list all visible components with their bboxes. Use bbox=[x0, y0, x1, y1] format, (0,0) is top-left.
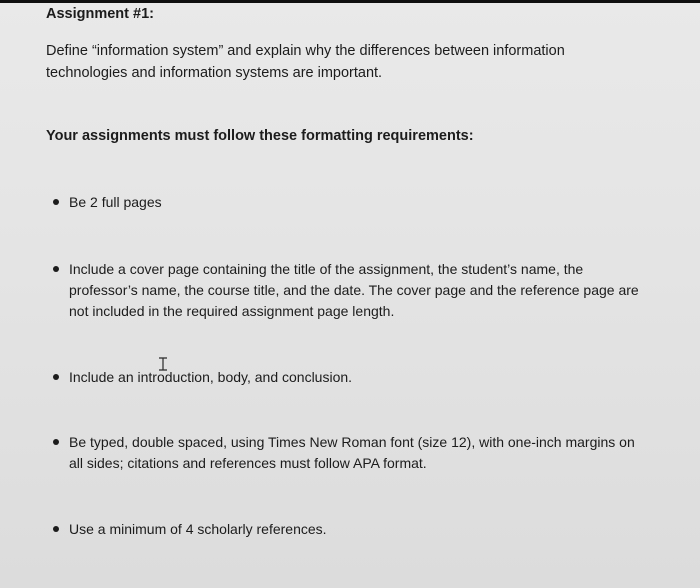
assignment-prompt: Define “information system” and explain why the differences between information technologies and information systems are important. bbox=[46, 43, 565, 81]
requirements-title: Your assignments must follow these formatting requirements: bbox=[46, 128, 474, 144]
bullet-dot-icon bbox=[53, 439, 59, 445]
requirement-text: Be 2 full pages bbox=[69, 194, 162, 210]
assignment-heading: Assignment #1: bbox=[46, 6, 154, 22]
bullet-dot-icon bbox=[53, 374, 59, 380]
requirement-item bbox=[46, 192, 646, 213]
bullet-dot-icon bbox=[53, 199, 59, 205]
requirement-item bbox=[46, 432, 646, 474]
text-cursor-icon bbox=[158, 357, 168, 371]
bullet-dot-icon bbox=[53, 266, 59, 272]
requirement-item bbox=[46, 259, 646, 322]
requirement-text: Include a cover page containing the title of the assignment, the student’s name, the professor’s name, the course title, and the date. The cover page and the reference page are not included in the required assignment page length. bbox=[69, 261, 639, 319]
bullet-dot-icon bbox=[53, 526, 59, 532]
requirement-item bbox=[46, 519, 646, 540]
requirement-text: Include an introduction, body, and conclusion. bbox=[69, 369, 353, 385]
requirement-text: Use a minimum of 4 scholarly references. bbox=[69, 521, 327, 537]
requirement-item bbox=[46, 367, 646, 388]
requirement-text: Be typed, double spaced, using Times New Roman font (size 12), with one-inch margins on all sides; citations and references must follow APA format. bbox=[69, 434, 635, 471]
